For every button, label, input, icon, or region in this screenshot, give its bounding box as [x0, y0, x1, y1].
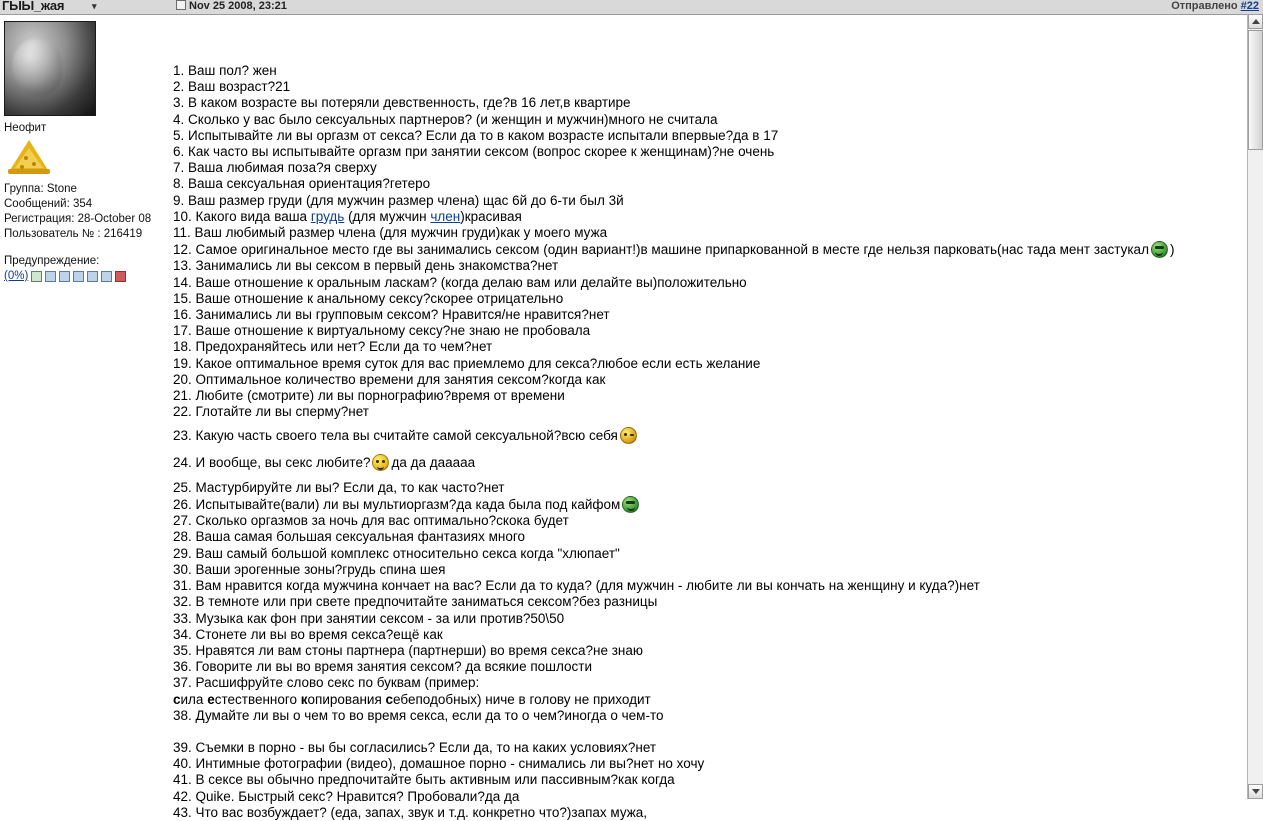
author-rank-title: Неофит — [4, 122, 47, 134]
questionnaire-line: 43. Что вас возбуждает? (еда, запах, звук и т.д. конкретно что?)запах мужа, — [173, 804, 648, 820]
warning-meter — [4, 270, 165, 282]
warning-cell — [101, 271, 112, 282]
post-header-bar — [0, 0, 1263, 15]
questionnaire-line: 8. Ваша сексуальная ориентация?гетеро — [173, 176, 431, 192]
q24-text: 24. И вообще, вы секс любите? — [173, 454, 371, 470]
questionnaire-line: 35. Нравятся ли вам стоны партнера (партнерши) во время секса?не знаю — [173, 642, 644, 658]
questionnaire-list — [173, 63, 1251, 821]
q24-tail: да да дааааа — [391, 454, 476, 470]
q37-bold-s1: с — [173, 691, 181, 707]
scroll-down-button[interactable] — [1248, 784, 1263, 799]
questionnaire-line: 32. В темноте или при свете предпочитайте заниматься сексом?без разницы — [173, 594, 658, 610]
chevron-up-icon — [1252, 19, 1260, 24]
questionnaire-line: 6. Как часто вы испытывайте оргазм при занятии сексом (вопрос скорее к женщинам)?не очень — [173, 144, 775, 160]
q37-bold-e: е — [207, 691, 215, 707]
q10-suffix: )красивая — [460, 208, 522, 224]
q10-link-grud[interactable]: грудь — [310, 208, 345, 224]
q10-link-chlen[interactable]: член — [430, 208, 461, 224]
questionnaire-line-26 — [173, 496, 1251, 513]
questionnaire-line: 5. Испытывайте ли вы оргазм от секса? Если да то в каком возрасте испытали впервые?да в 17 — [173, 127, 779, 143]
questionnaire-line: 19. Какое оптимальное время суток для вас приемлемо для секса?любое если есть желание — [173, 355, 761, 371]
questionnaire-line: 7. Ваша любимая поза?я сверху — [173, 160, 377, 176]
questionnaire-line: 22. Глотайте ли вы сперму?нет — [173, 404, 369, 420]
scroll-up-button[interactable] — [1248, 14, 1263, 29]
questionnaire-line: 16. Занимались ли вы групповым сексом? Нравится/не нравится?нет — [173, 307, 610, 323]
q12-tail: ) — [1169, 242, 1175, 258]
q37-bold-s2: с — [385, 691, 394, 707]
questionnaire-line: 30. Ваши эрогенные зоны?грудь спина шея — [173, 561, 446, 577]
questionnaire-line-10 — [173, 209, 1251, 225]
avatar[interactable] — [4, 21, 96, 116]
rank-badge-icon — [8, 136, 54, 176]
questionnaire-line: 28. Ваша самая большая сексуальная фантазиях много — [173, 529, 525, 545]
post-date-text: Nov 25 2008, 23:21 — [189, 0, 287, 12]
author-user-id: Пользователь № : 216419 — [4, 228, 143, 240]
q12-text: 12. Самое оригинальное место где вы занимались сексом (один вариант!)в машине припаркованной в месте где нельзя парковать(нас тада мент застукал — [173, 242, 1149, 258]
questionnaire-line: 15. Ваше отношение к анальному сексу?скорее отрицательно — [173, 290, 564, 306]
questionnaire-line: 25. Мастурбируйте ли вы? Если да, то как часто?нет — [173, 479, 505, 495]
post-body-wrapper — [0, 15, 1263, 820]
warning-cell-max — [115, 271, 126, 282]
warning-label: Предупреждение: — [4, 255, 100, 267]
q37-bold-k: к — [300, 691, 308, 707]
warning-cell — [31, 271, 42, 282]
q10-prefix: 10. Какого вида ваша — [173, 208, 311, 224]
warning-cell — [45, 271, 56, 282]
author-sidebar — [0, 15, 165, 800]
questionnaire-line: 1. Ваш пол? жен — [173, 63, 277, 78]
questionnaire-line: 20. Оптимальное количество времени для занятия сексом?когда как — [173, 371, 606, 387]
author-group: Группа: Stone — [4, 183, 77, 195]
questionnaire-line: 34. Стонете ли вы во время секса?ещё как — [173, 626, 443, 642]
questionnaire-line: 21. Любите (смотрите) ли вы порнографию?время от времени — [173, 388, 565, 404]
checkbox-icon[interactable] — [176, 0, 186, 10]
author-message-count: Сообщений: 354 — [4, 198, 93, 210]
warning-cell — [87, 271, 98, 282]
questionnaire-line: 11. Ваш любимый размер члена (для мужчин груди)как у моего мужа — [173, 225, 608, 241]
warning-percent[interactable] — [4, 270, 28, 282]
post-content — [165, 15, 1263, 820]
q10-middle: (для мужчин — [344, 208, 431, 224]
q37-word3: опирования — [307, 691, 386, 707]
post-number-link[interactable]: #22 — [1240, 0, 1259, 12]
questionnaire-line: 36. Говорите ли вы во время занятия сексом? да всякие пошлости — [173, 659, 593, 675]
questionnaire-line: 13. Занимались ли вы сексом в первый день знакомства?нет — [173, 258, 559, 274]
chevron-down-icon[interactable]: ▾ — [92, 1, 97, 11]
questionnaire-line: 31. Вам нравится когда мужчина кончает на вас? Если да то куда? (для мужчин - любите ли вы кончать на женщину и куда?)нет — [173, 578, 980, 594]
post-sent-label — [1171, 0, 1259, 12]
vertical-scrollbar[interactable] — [1247, 14, 1263, 799]
questionnaire-line: 17. Ваше отношение к виртуальному сексу?не знаю не пробовала — [173, 323, 591, 339]
scrollbar-thumb[interactable] — [1248, 30, 1263, 150]
questionnaire-line: 41. В сексе вы обычно предпочитайте быть активным или пассивным?как когда — [173, 772, 675, 788]
warning-cell — [59, 271, 70, 282]
wink-smiley-icon — [620, 427, 637, 444]
chevron-down-icon — [1252, 789, 1260, 794]
questionnaire-line: 3. В каком возрасте вы потеряли девственность, где?в 16 лет,в квартире — [173, 95, 631, 111]
green-smiley-icon — [622, 496, 639, 513]
questionnaire-line: 39. Съемки в порно - вы бы согласились? Если да, то на каких условиях?нет — [173, 739, 657, 755]
q26-text: 26. Испытывайте(вали) ли вы мультиоргазм?да када была под кайфом — [173, 497, 621, 513]
questionnaire-line: 27. Сколько оргазмов за ночь для вас оптимально?скока будет — [173, 513, 569, 529]
q37-word1: ила — [180, 691, 208, 707]
questionnaire-line: 40. Интимные фотографии (видео), домашное порно - снимались ли вы?нет но хочу — [173, 756, 705, 772]
questionnaire-line: 29. Ваш самый большой комплекс относительно секса когда "хлюпает" — [173, 545, 620, 561]
q23-text: 23. Какую часть своего тела вы считайте самой сексуальной?всю себя — [173, 428, 618, 444]
warning-cell — [73, 271, 84, 282]
spacer — [173, 724, 1251, 740]
questionnaire-line-24 — [173, 454, 1251, 471]
q37-word4: ебеподобных) ниче в голову не приходит — [393, 691, 651, 707]
questionnaire-line: 14. Ваше отношение к оральным ласкам? (когда делаю вам или делайте вы)положительно — [173, 274, 747, 290]
author-registration-date: Регистрация: 28-October 08 — [4, 213, 152, 225]
yellow-smiley-icon — [372, 454, 389, 471]
questionnaire-line: 4. Сколько у вас было сексуальных партнеров? (и женщин и мужчин)много не считала — [173, 111, 718, 127]
questionnaire-line: 9. Ваш размер груди (для мужчин размер члена) щас 6й до 6-ти был 3й — [173, 192, 624, 208]
questionnaire-line-12 — [173, 241, 1251, 258]
post-date — [176, 0, 287, 12]
questionnaire-line: 33. Музыка как фон при занятии сексом - за или против?50\50 — [173, 610, 565, 626]
questionnaire-line-37-decode — [173, 692, 1251, 708]
questionnaire-line: 38. Думайте ли вы о чем то во время секса, если да то о чем?иногда о чем-то — [173, 707, 664, 723]
post-author-name[interactable]: ГЫЫ_жая — [2, 0, 65, 13]
questionnaire-line: 37. Расшифруйте слово секс по буквам (пример: — [173, 675, 480, 691]
q37-word2: стественного — [214, 691, 301, 707]
warning-percent-link[interactable]: (0%) — [4, 270, 29, 282]
sent-text: Отправлено — [1171, 0, 1238, 12]
questionnaire-line-23 — [173, 427, 1251, 444]
questionnaire-line: 42. Quike. Быстрый секс? Нравится? Пробовали?да да — [173, 788, 520, 804]
green-smiley-icon — [1151, 241, 1168, 258]
questionnaire-line: 18. Предохраняйтесь или нет? Если да то чем?нет — [173, 339, 493, 355]
questionnaire-line: 2. Ваш возраст?21 — [173, 79, 291, 95]
